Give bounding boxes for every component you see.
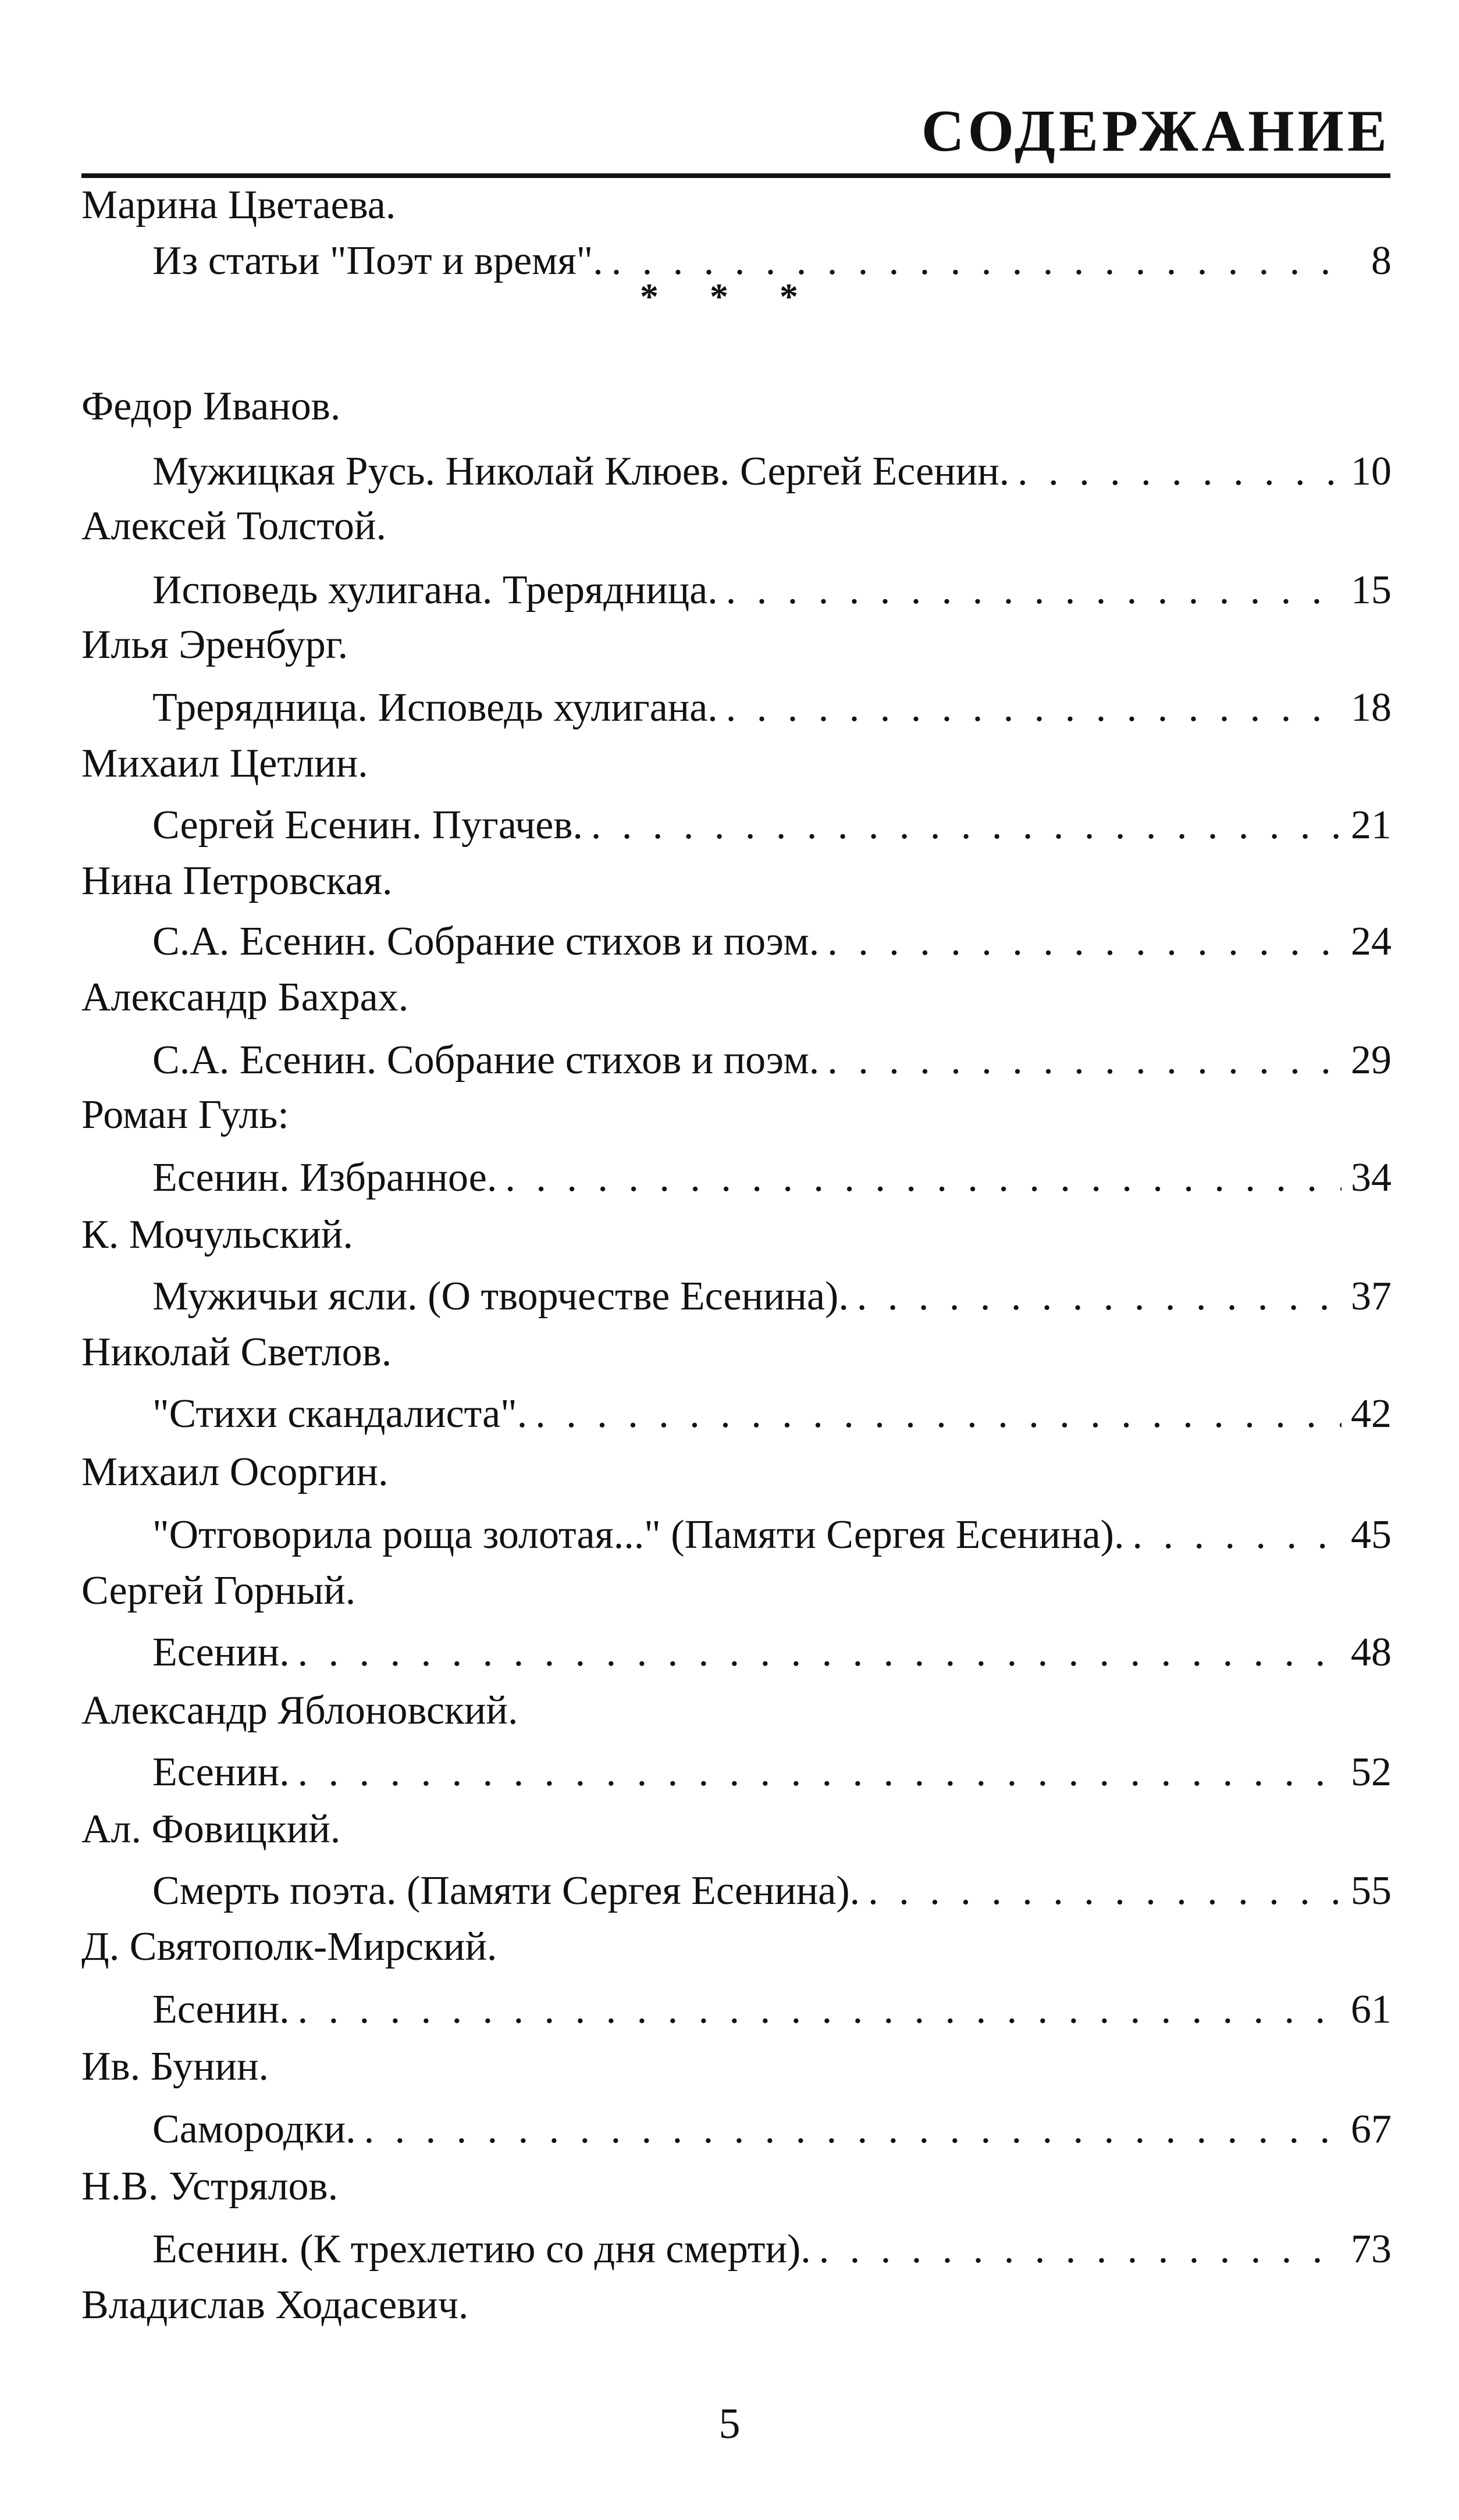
- toc-entry[interactable]: [152, 2109, 1392, 2150]
- toc-page-number: 34: [1351, 1155, 1392, 1200]
- page-title: СОДЕРЖАНИЕ: [921, 98, 1390, 164]
- toc-work-title: Сергей Есенин. Пугачев.: [152, 803, 583, 848]
- dot-leader: [364, 2109, 1341, 2150]
- toc-page-number: 24: [1351, 919, 1392, 964]
- toc-work-title: Есенин. (К трехлетию со дня смерти).: [152, 2227, 811, 2272]
- dot-leader: [857, 1276, 1341, 1317]
- title-divider: [81, 173, 1390, 178]
- toc-author: Николай Светлов.: [81, 1330, 392, 1375]
- toc-author: Марина Цветаева.: [81, 183, 396, 227]
- toc-page-number: 10: [1351, 449, 1392, 494]
- toc-author: Владислав Ходасевич.: [81, 2283, 469, 2327]
- dot-leader: [726, 688, 1341, 728]
- dot-leader: [1017, 451, 1341, 492]
- toc-entry[interactable]: [152, 1155, 1392, 1200]
- dot-leader: [505, 1158, 1341, 1198]
- toc-work-title: Смерть поэта. (Памяти Сергея Есенина).: [152, 1868, 860, 1913]
- toc-page-number: 67: [1351, 2107, 1392, 2152]
- toc-work-title: Есенин.: [152, 1630, 290, 1675]
- toc-page-number: 48: [1351, 1630, 1392, 1675]
- toc-entry[interactable]: [152, 1752, 1392, 1793]
- toc-page-number: 42: [1351, 1391, 1392, 1436]
- dot-leader: [298, 1989, 1341, 2030]
- toc-entry[interactable]: [152, 1276, 1392, 1317]
- dot-leader: [827, 1040, 1341, 1081]
- toc-work-title: С.А. Есенин. Собрание стихов и поэм.: [152, 1038, 820, 1083]
- toc-entry[interactable]: [152, 1391, 1392, 1436]
- toc-author: Михаил Осоргин.: [81, 1450, 389, 1494]
- toc-work-title: Из статьи "Поэт и время".: [152, 239, 603, 283]
- toc-work-title: Мужицкая Русь. Николай Клюев. Сергей Есенин.: [152, 449, 1010, 494]
- dot-leader: [535, 1394, 1341, 1435]
- toc-author: К. Мочульский.: [81, 1212, 353, 1257]
- toc-work-title: "Отговорила роща золотая..." (Памяти Сергея Есенина).: [152, 1512, 1125, 1557]
- page-number: 5: [718, 2400, 741, 2448]
- toc-author: Н.В. Устрялов.: [81, 2164, 339, 2209]
- toc-page-number: 18: [1351, 685, 1392, 730]
- toc-author: Федор Иванов.: [81, 384, 341, 429]
- toc-entry[interactable]: [152, 2229, 1392, 2270]
- toc-entry[interactable]: [152, 1512, 1392, 1557]
- toc-page-number: 29: [1351, 1038, 1392, 1083]
- dot-leader: [868, 1871, 1341, 1912]
- toc-author: Михаил Цетлин.: [81, 741, 368, 786]
- dot-leader: [819, 2229, 1341, 2270]
- toc-page-number: 8: [1371, 239, 1392, 283]
- toc-entry[interactable]: [152, 1040, 1392, 1081]
- toc-page-number: 45: [1351, 1512, 1392, 1557]
- section-separator: * * *: [640, 276, 819, 317]
- toc-entry[interactable]: [152, 1989, 1392, 2030]
- toc-author: Ал. Фовицкий.: [81, 1807, 341, 1852]
- toc-author: Александр Бахрах.: [81, 975, 409, 1020]
- toc-author: Д. Святополк-Мирский.: [81, 1924, 497, 1969]
- dot-leader: [611, 241, 1347, 282]
- dot-leader: [298, 1752, 1341, 1793]
- toc-entry[interactable]: [152, 570, 1392, 611]
- toc-page-number: 15: [1351, 568, 1392, 613]
- toc-page-number: 21: [1351, 803, 1392, 848]
- toc-work-title: Есенин.: [152, 1987, 290, 2032]
- toc-work-title: Трерядница. Исповедь хулигана.: [152, 685, 718, 730]
- toc-page-number: 52: [1351, 1750, 1392, 1795]
- toc-author: Илья Эренбург.: [81, 622, 348, 667]
- toc-work-title: Есенин. Избранное.: [152, 1155, 497, 1200]
- toc-author: Алексей Толстой.: [81, 504, 386, 549]
- toc-entry[interactable]: [152, 685, 1392, 730]
- toc-author: Александр Яблоновский.: [81, 1688, 518, 1733]
- dot-leader: [1132, 1515, 1341, 1556]
- toc-page-number: 37: [1351, 1274, 1392, 1319]
- toc-entry[interactable]: [152, 241, 1392, 282]
- toc-page-number: 55: [1351, 1868, 1392, 1913]
- toc-author: Нина Петровская.: [81, 859, 393, 903]
- toc-entry[interactable]: [152, 451, 1392, 492]
- toc-author: Ив. Бунин.: [81, 2044, 269, 2089]
- toc-work-title: Самородки.: [152, 2107, 356, 2152]
- toc-author: Сергей Горный.: [81, 1568, 356, 1613]
- toc-work-title: С.А. Есенин. Собрание стихов и поэм.: [152, 919, 820, 964]
- toc-entry[interactable]: [152, 921, 1392, 962]
- toc-work-title: "Стихи скандалиста".: [152, 1391, 528, 1436]
- toc-page-number: 73: [1351, 2227, 1392, 2272]
- toc-work-title: Мужичьи ясли. (О творчестве Есенина).: [152, 1274, 849, 1319]
- toc-author: Роман Гуль:: [81, 1092, 289, 1137]
- dot-leader: [591, 805, 1341, 846]
- dot-leader: [726, 570, 1341, 611]
- dot-leader: [298, 1632, 1341, 1673]
- dot-leader: [827, 921, 1341, 962]
- toc-entry[interactable]: [152, 805, 1392, 846]
- toc-entry[interactable]: [152, 1632, 1392, 1673]
- toc-work-title: Есенин.: [152, 1750, 290, 1795]
- toc-work-title: Исповедь хулигана. Трерядница.: [152, 568, 718, 613]
- toc-page-number: 61: [1351, 1987, 1392, 2032]
- toc-entry[interactable]: [152, 1868, 1392, 1913]
